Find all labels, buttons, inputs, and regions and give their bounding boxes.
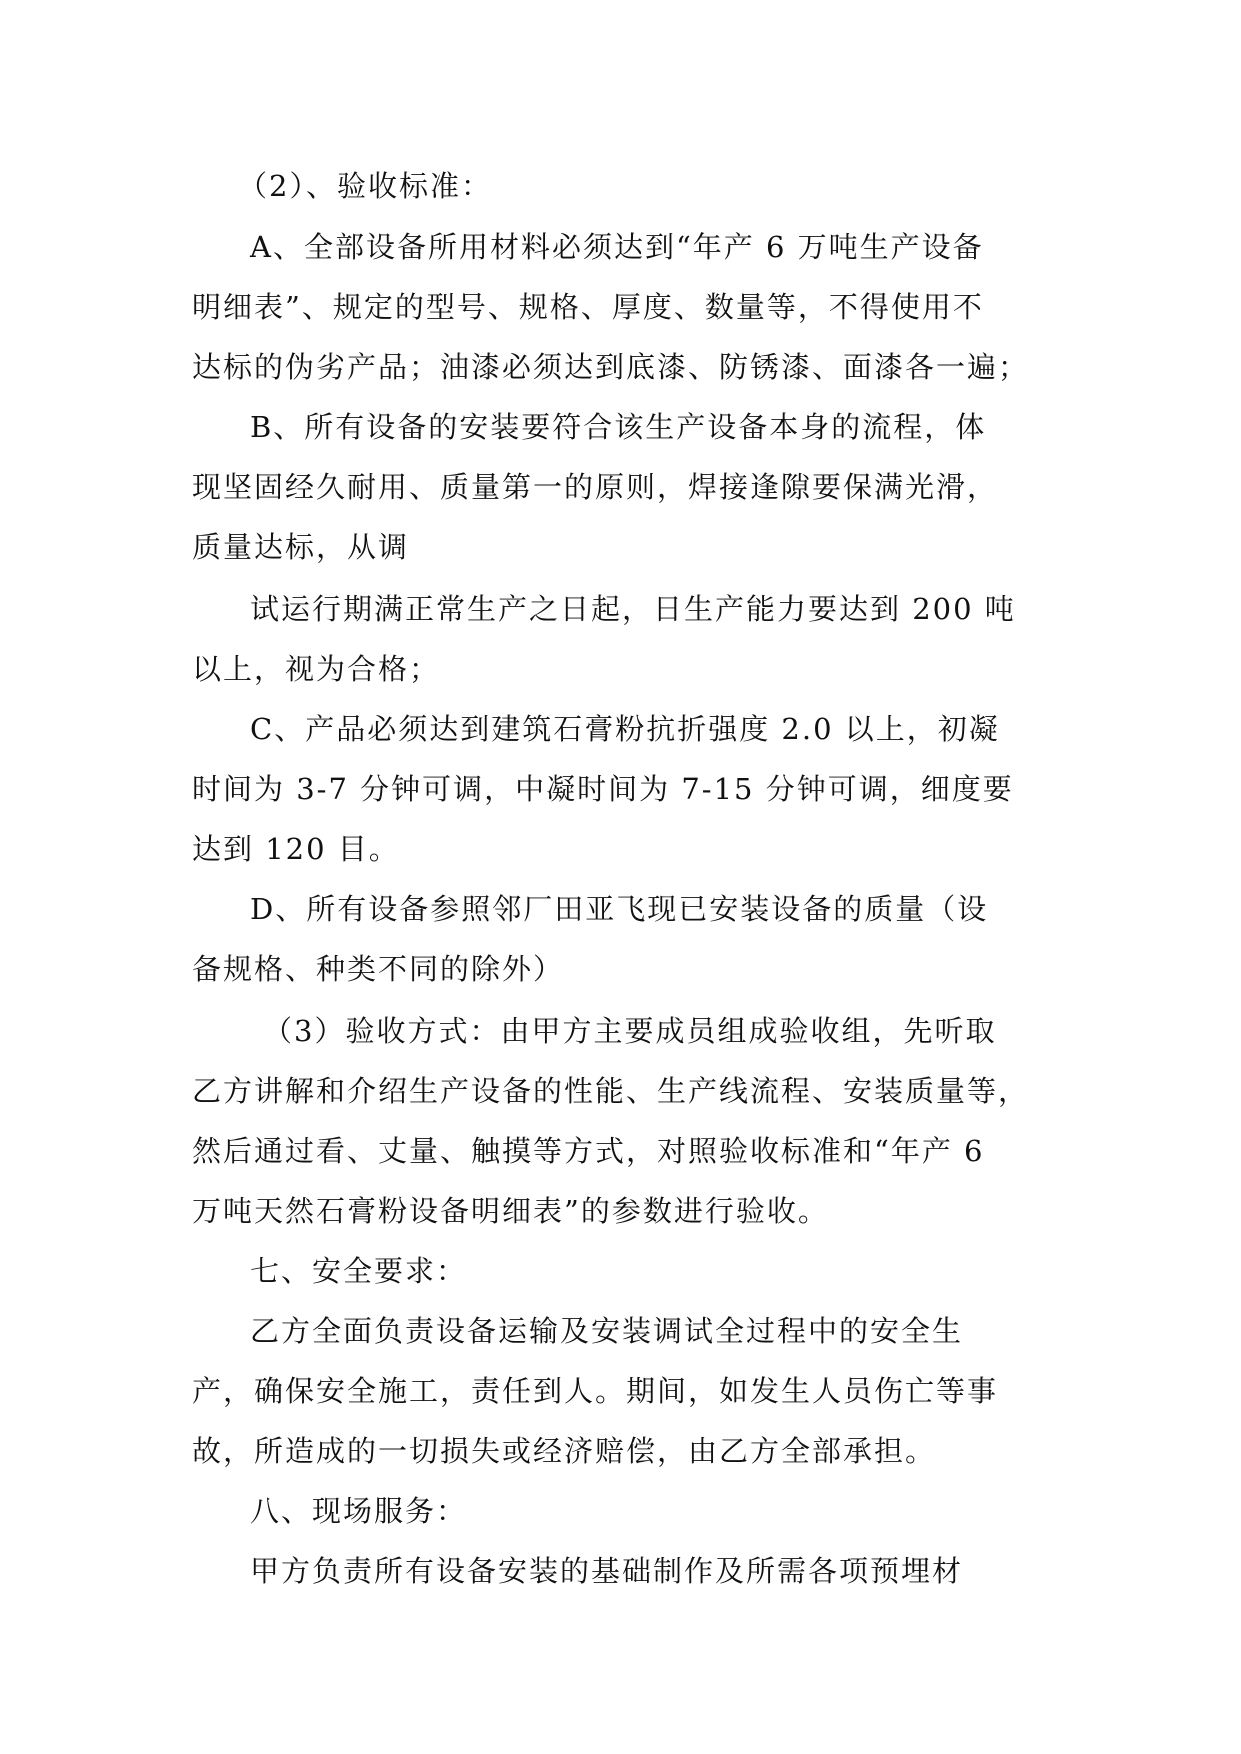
- text-line: 质量达标，从调: [192, 530, 410, 564]
- text-line: 达到 120 目。: [192, 832, 400, 866]
- text-line: 产，确保安全施工，责任到人。期间，如发生人员伤亡等事: [192, 1374, 999, 1408]
- text-line: （3）验收方式：由甲方主要成员组成验收组，先听取: [263, 1014, 997, 1048]
- text-line: 达标的伪劣产品；油漆必须达到底漆、防锈漆、面漆各一遍；: [192, 350, 1030, 384]
- text-line: 试运行期满正常生产之日起，日生产能力要达到 200 吨: [250, 592, 1016, 626]
- text-line: 现坚固经久耐用、质量第一的原则，焊接逢隙要保满光滑，: [192, 470, 999, 504]
- text-line: 然后通过看、丈量、触摸等方式，对照验收标准和“年产 6: [192, 1134, 985, 1168]
- text-line: D、所有设备参照邻厂田亚飞现已安装设备的质量（设: [250, 892, 989, 926]
- text-line: 以上，视为合格；: [192, 652, 441, 686]
- text-line: 乙方全面负责设备运输及安装调试全过程中的安全生: [250, 1314, 964, 1348]
- text-line: 备规格、种类不同的除外）: [192, 952, 565, 986]
- text-line: 乙方讲解和介绍生产设备的性能、生产线流程、安装质量等，: [192, 1074, 1030, 1108]
- text-line: 时间为 3-7 分钟可调，中凝时间为 7-15 分钟可调，细度要: [192, 772, 1014, 806]
- text-line: 万吨天然石膏粉设备明细表”的参数进行验收。: [192, 1194, 829, 1228]
- section-heading: 八、现场服务：: [250, 1494, 468, 1528]
- text-line: 故，所造成的一切损失或经济赔偿，由乙方全部承担。: [192, 1434, 937, 1468]
- text-line: 甲方负责所有设备安装的基础制作及所需各项预埋材: [250, 1554, 964, 1588]
- text-line: C、产品必须达到建筑石膏粉抗折强度 2.0 以上，初凝: [250, 712, 1000, 746]
- text-line: A、全部设备所用材料必须达到“年产 6 万吨生产设备: [250, 230, 984, 264]
- text-line: 明细表”、规定的型号、规格、厚度、数量等，不得使用不: [192, 290, 984, 324]
- text-line: （2）、验收标准：: [238, 169, 492, 203]
- text-line: B、所有设备的安装要符合该生产设备本身的流程，体: [250, 410, 987, 444]
- section-heading: 七、安全要求：: [250, 1254, 468, 1288]
